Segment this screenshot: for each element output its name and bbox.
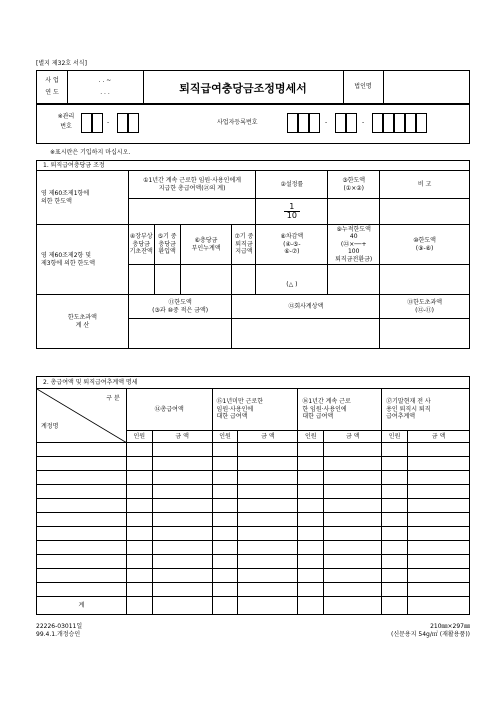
rate-cell: 1 10 <box>256 199 328 225</box>
total-wage-cell[interactable] <box>128 199 256 225</box>
entry-cell[interactable] <box>408 569 470 583</box>
remark-cell[interactable] <box>380 199 470 225</box>
note: ※표시란은 기입하지 마십시오. <box>50 149 131 156</box>
dash: - <box>362 119 365 126</box>
section2-heading: 2. 총급여액 및 퇴직급여추계액 명세 <box>43 379 138 386</box>
entry-cell[interactable] <box>126 443 152 457</box>
entry-cell[interactable] <box>238 485 298 499</box>
entry-cell[interactable] <box>238 499 298 513</box>
mgmt-no-cell[interactable] <box>92 113 103 133</box>
dash: - <box>325 119 328 126</box>
entry-cell[interactable] <box>324 527 382 541</box>
year-label: 사 업 <box>45 77 59 84</box>
entry-cell[interactable] <box>126 485 152 499</box>
h4-header: ⑰기말현재 전 사 용인 퇴직시 퇴직 급여추계액 <box>382 389 470 431</box>
entry-cell[interactable] <box>324 541 382 555</box>
c5-header: ⑤기 중 충당금 환입액 <box>154 225 180 265</box>
c12-header: ⑫회사계상액 <box>232 295 380 319</box>
entry-cell[interactable] <box>298 443 324 457</box>
account-name-cell[interactable] <box>37 443 127 457</box>
entry-cell[interactable] <box>238 471 298 485</box>
table-row <box>37 555 470 569</box>
mgmt-no-label: ※관리 <box>57 113 75 120</box>
table-row <box>37 583 470 597</box>
c9-cell[interactable] <box>328 265 380 295</box>
biz-reg-cell[interactable] <box>287 113 298 133</box>
entry-cell[interactable] <box>408 471 470 485</box>
entry-cell[interactable] <box>408 513 470 527</box>
entry-cell[interactable] <box>126 471 152 485</box>
sub-count: 인원 <box>212 431 238 443</box>
entry-cell[interactable] <box>126 541 152 555</box>
entry-cell[interactable] <box>324 555 382 569</box>
entry-cell[interactable] <box>212 443 238 457</box>
form-title: 퇴직급여충당금조정명세서 <box>179 82 307 95</box>
entry-cell[interactable] <box>382 457 408 471</box>
entry-cell[interactable] <box>324 583 382 597</box>
footer-paper: (신문용지 54g/㎡ (재활용품)) <box>390 631 470 638</box>
entry-cell[interactable] <box>152 485 212 499</box>
entry-cell[interactable] <box>212 541 238 555</box>
sub-count: 인원 <box>298 431 324 443</box>
account-name-cell[interactable] <box>37 555 127 569</box>
entry-cell[interactable] <box>126 583 152 597</box>
entry-cell[interactable] <box>324 499 382 513</box>
entry-cell[interactable] <box>382 583 408 597</box>
entry-cell[interactable] <box>298 471 324 485</box>
total-cell[interactable] <box>324 597 382 615</box>
account-name-cell[interactable] <box>37 471 127 485</box>
entry-cell[interactable] <box>408 583 470 597</box>
c11-cell[interactable] <box>128 319 232 349</box>
entry-cell[interactable] <box>152 443 212 457</box>
footer-size: 210㎜×297㎜ <box>430 623 470 630</box>
c5-cell[interactable] <box>154 265 180 295</box>
entry-cell[interactable] <box>382 527 408 541</box>
entry-cell[interactable] <box>152 499 212 513</box>
entry-cell[interactable] <box>126 555 152 569</box>
entry-cell[interactable] <box>238 527 298 541</box>
entry-cell[interactable] <box>212 457 238 471</box>
biz-reg-cell[interactable] <box>346 113 357 133</box>
mgmt-no-cell[interactable] <box>81 113 92 133</box>
account-name-cell[interactable] <box>37 569 127 583</box>
footer-code: 22226-03011일 <box>36 623 83 630</box>
biz-reg-cell[interactable] <box>309 113 320 133</box>
entry-cell[interactable] <box>152 541 212 555</box>
c4-header: ④장부상 충당금 기초잔액 <box>128 225 154 265</box>
entry-cell[interactable] <box>238 569 298 583</box>
entry-cell[interactable] <box>382 471 408 485</box>
biz-reg-label: 사업자등록번호 <box>217 119 258 126</box>
entry-cell[interactable] <box>212 555 238 569</box>
entry-cell[interactable] <box>152 527 212 541</box>
c8-header: ⑧차감액 (④-⑤- ⑥-⑦) <box>256 225 328 265</box>
entry-cell[interactable] <box>238 443 298 457</box>
entry-cell[interactable] <box>324 485 382 499</box>
c9-header: ⑨누적한도액 40 (㉒×──+ 100 퇴직금전환금) <box>328 225 380 265</box>
table-row <box>37 471 470 485</box>
entry-cell[interactable] <box>238 541 298 555</box>
entry-cell[interactable] <box>298 541 324 555</box>
section1-table <box>36 170 470 349</box>
table-row <box>37 569 470 583</box>
corner-top: 구 분 <box>106 395 120 402</box>
table-row <box>37 527 470 541</box>
c11-header: ⑪한도액 (③과 ⑩중 적은 금액) <box>128 295 232 319</box>
entry-cell[interactable] <box>238 555 298 569</box>
dash: - <box>107 119 110 126</box>
entry-cell[interactable] <box>382 541 408 555</box>
entry-cell[interactable] <box>382 569 408 583</box>
account-name-cell[interactable] <box>37 541 127 555</box>
entry-cell[interactable] <box>382 513 408 527</box>
h1-header: ⑭총급여액 <box>126 389 212 431</box>
account-name-cell[interactable] <box>37 513 127 527</box>
c6-header: ⑥충당금 부인누계액 <box>180 225 232 265</box>
biz-reg-cell[interactable] <box>298 113 309 133</box>
col2-header: ②설정률 <box>256 171 328 199</box>
c12-cell[interactable] <box>232 319 380 349</box>
section1-header <box>36 160 470 170</box>
sub-amount: 금 액 <box>238 431 298 443</box>
footer-approval: 99.4.1.개정승인 <box>36 631 81 638</box>
row3-label: 한도초과액 계 산 <box>37 295 129 349</box>
corner-bottom: 계정명 <box>41 423 59 430</box>
mgmt-no-cell[interactable] <box>117 113 128 133</box>
account-name-cell[interactable] <box>37 485 127 499</box>
section1-heading: 1. 퇴직급여충당금 조정 <box>43 162 105 169</box>
c8-cell[interactable]: (△ ) <box>256 265 328 295</box>
entry-cell[interactable] <box>324 457 382 471</box>
entry-cell[interactable] <box>126 513 152 527</box>
entry-cell[interactable] <box>152 471 212 485</box>
entry-cell[interactable] <box>324 569 382 583</box>
col4-header: 비 고 <box>380 171 470 199</box>
entry-cell[interactable] <box>212 471 238 485</box>
sub-amount: 금 액 <box>408 431 470 443</box>
entry-cell[interactable] <box>298 457 324 471</box>
entry-cell[interactable] <box>298 569 324 583</box>
entry-cell[interactable] <box>238 583 298 597</box>
entry-cell[interactable] <box>324 443 382 457</box>
table-row <box>37 457 470 471</box>
entry-cell[interactable] <box>152 555 212 569</box>
id-box <box>36 104 470 144</box>
entry-cell[interactable] <box>408 541 470 555</box>
entry-cell[interactable] <box>324 471 382 485</box>
entry-cell[interactable] <box>382 443 408 457</box>
total-cell[interactable] <box>126 597 152 615</box>
biz-reg-cell[interactable] <box>335 113 346 133</box>
entry-cell[interactable] <box>298 555 324 569</box>
entry-cell[interactable] <box>408 555 470 569</box>
entry-cell[interactable] <box>238 513 298 527</box>
entry-cell[interactable] <box>408 457 470 471</box>
c4-cell[interactable] <box>128 265 154 295</box>
entry-cell[interactable] <box>152 569 212 583</box>
entry-cell[interactable] <box>212 527 238 541</box>
table-row <box>37 499 470 513</box>
biz-reg-cell[interactable] <box>383 113 394 133</box>
account-name-cell[interactable] <box>37 527 127 541</box>
section2-header <box>36 376 470 388</box>
c7-cell[interactable] <box>232 265 256 295</box>
total-cell[interactable] <box>238 597 298 615</box>
entry-cell[interactable] <box>324 513 382 527</box>
mgmt-no-label-2: 번호 <box>60 123 72 130</box>
entry-cell[interactable] <box>298 499 324 513</box>
entry-cell[interactable] <box>408 499 470 513</box>
c13-header: ⑬한도초과액 (⑫-⑪) <box>380 295 470 319</box>
biz-reg-cell[interactable] <box>416 113 427 133</box>
entry-cell[interactable] <box>212 485 238 499</box>
biz-reg-cell[interactable] <box>405 113 416 133</box>
entry-cell[interactable] <box>126 527 152 541</box>
c13-cell[interactable] <box>380 319 470 349</box>
account-name-cell[interactable] <box>37 499 127 513</box>
table-row <box>37 443 470 457</box>
biz-reg-cell[interactable] <box>394 113 405 133</box>
entry-cell[interactable] <box>298 485 324 499</box>
sub-amount: 금 액 <box>324 431 382 443</box>
h2-header: ⑮1년미만 근로한 임원·사용인에 대한 급여액 <box>212 389 298 431</box>
entry-cell[interactable] <box>382 555 408 569</box>
entry-cell[interactable] <box>238 457 298 471</box>
corp-name-label: 법인명 <box>354 83 372 90</box>
table-row <box>37 541 470 555</box>
table-row <box>37 513 470 527</box>
entry-cell[interactable] <box>382 485 408 499</box>
entry-cell[interactable] <box>126 457 152 471</box>
sub-count: 인원 <box>382 431 408 443</box>
total-cell[interactable] <box>152 597 212 615</box>
c7-header: ⑦기 중 퇴직금 지급액 <box>232 225 256 265</box>
entry-cell[interactable] <box>152 457 212 471</box>
account-name-cell[interactable] <box>37 457 127 471</box>
sub-count: 인원 <box>126 431 152 443</box>
row1-label: 영 제60조제1항에 의한 한도액 <box>37 171 129 225</box>
section2-table <box>36 388 470 615</box>
entry-cell[interactable] <box>298 527 324 541</box>
sub-amount: 금 액 <box>152 431 212 443</box>
total-cell[interactable] <box>298 597 324 615</box>
period-line-2: . . . <box>100 89 110 96</box>
limit-cell[interactable] <box>328 199 380 225</box>
entry-cell[interactable] <box>212 499 238 513</box>
entry-cell[interactable] <box>298 583 324 597</box>
row2-label: 영 제60조제2항 및 제3항에 의한 한도액 <box>37 225 129 295</box>
total-cell[interactable] <box>382 597 408 615</box>
biz-reg-cell[interactable] <box>372 113 383 133</box>
entry-cell[interactable] <box>152 513 212 527</box>
c10-cell[interactable] <box>380 265 470 295</box>
entry-cell[interactable] <box>212 583 238 597</box>
entry-cell[interactable] <box>408 485 470 499</box>
entry-cell[interactable] <box>212 513 238 527</box>
total-label: 계 <box>37 597 127 615</box>
entry-cell[interactable] <box>408 527 470 541</box>
header-box <box>36 70 470 104</box>
entry-cell[interactable] <box>408 443 470 457</box>
mgmt-no-cell[interactable] <box>128 113 139 133</box>
entry-cell[interactable] <box>382 499 408 513</box>
total-cell[interactable] <box>212 597 238 615</box>
entry-cell[interactable] <box>126 499 152 513</box>
period-line-1: . . ~ <box>98 77 112 84</box>
entry-cell[interactable] <box>152 583 212 597</box>
form-id: [별지 제32호 서식] <box>36 60 87 67</box>
c10-header: ⑩한도액 (⑨-⑧) <box>380 225 470 265</box>
account-name-cell[interactable] <box>37 583 127 597</box>
c6-cell[interactable] <box>180 265 232 295</box>
h3-header: ⑯1년간 계속 근로 한 임원·사용인에 대한 급여액 <box>298 389 382 431</box>
entry-cell[interactable] <box>298 513 324 527</box>
entry-cell[interactable] <box>212 569 238 583</box>
corner-cell <box>37 389 127 443</box>
col3-header: ③한도액 (①×②) <box>328 171 380 199</box>
year-label-2: 연 도 <box>45 89 59 96</box>
table-row <box>37 485 470 499</box>
col1-header: ①1년간 계속 근로한 임원·사용인에게 지급한 총급여액(㉑의 계) <box>128 171 256 199</box>
entry-cell[interactable] <box>126 569 152 583</box>
total-cell[interactable] <box>408 597 470 615</box>
